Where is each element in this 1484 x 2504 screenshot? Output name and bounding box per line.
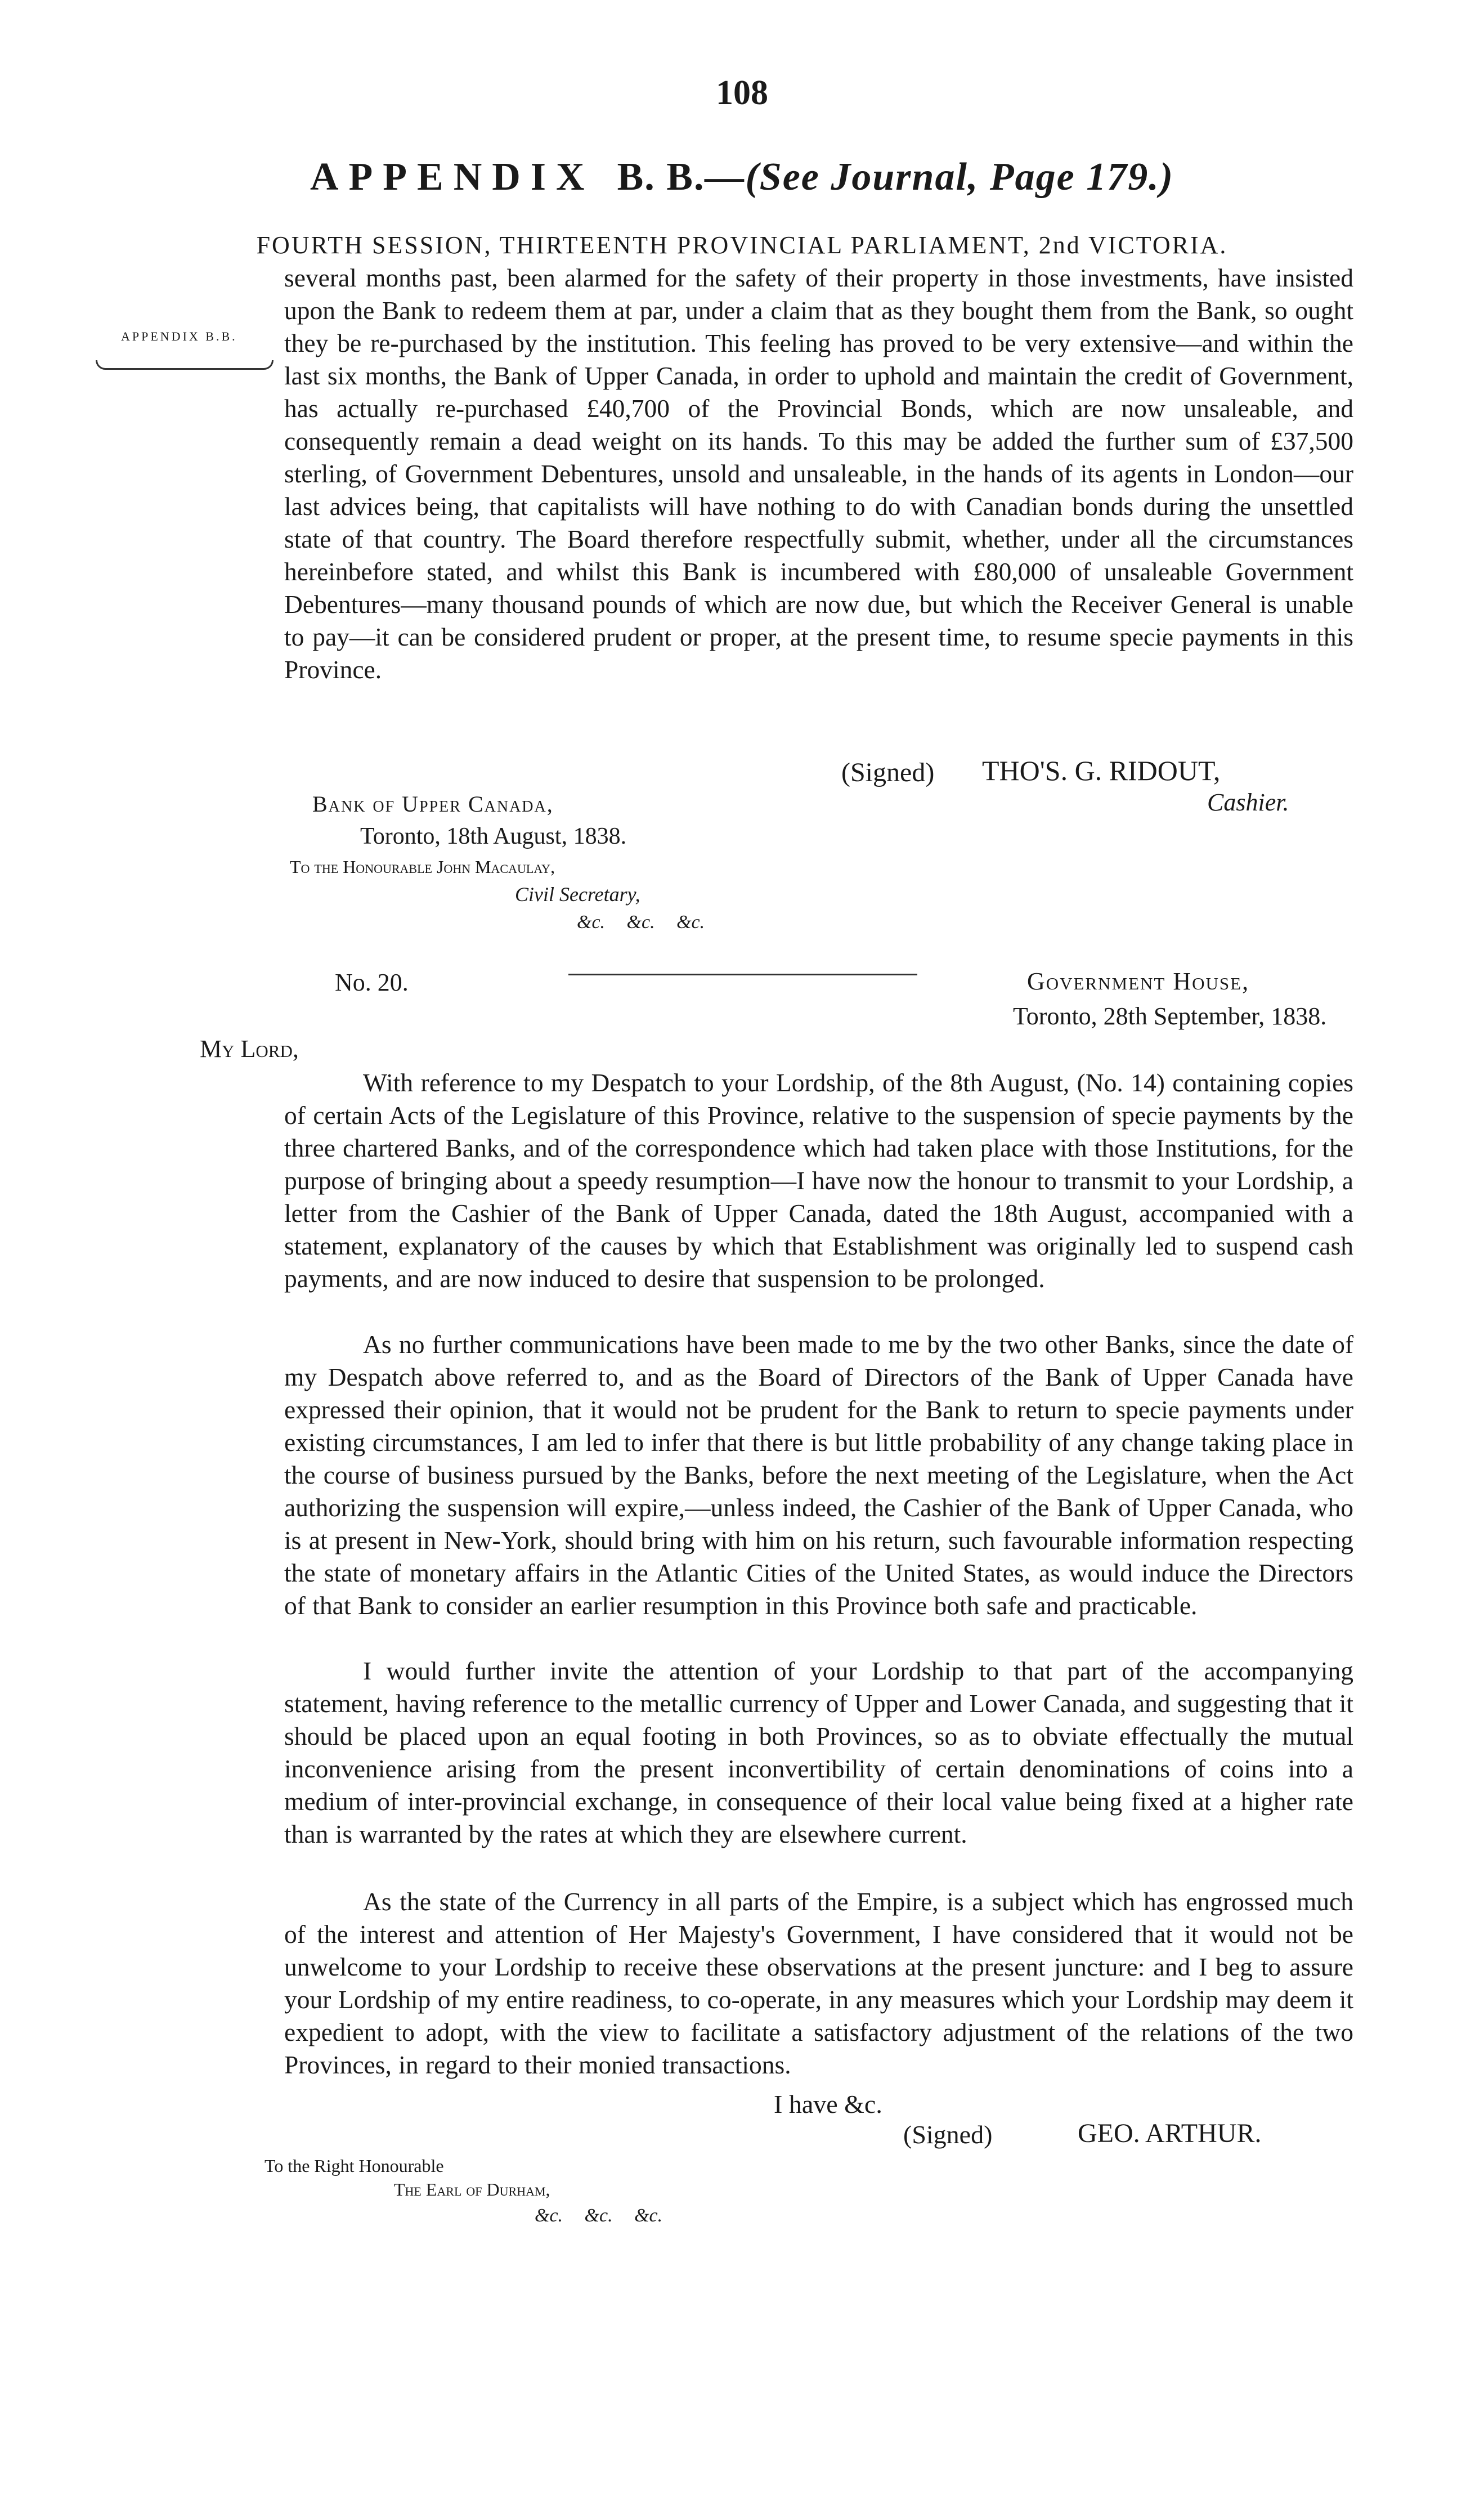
- letter2-paragraph-2: As no further communications have been made to me by the two other Banks, since the date of my Despatch above referred to, and as the Board of Directors of the Bank of Upper Canada have expressed their opinion, that it would not be prudent for the Bank to return to specie payments under existing circumstances, I am led to infer that there is but little probability of any change taking place in the course of business pursued by the Banks, before the next meeting of the Legislature, when the Act authorizing the suspension will expire,—unless indeed, the Cashier of the Bank of Upper Canada, who is at present in New-York, should bring with him on his return, such favourable information respecting the state of monetary affairs in the Atlantic Cities of the United States, as would induce the Directors of that Bank to consider an earlier resumption in this Province both safe and practicable.: [284, 1330, 1353, 1620]
- session-subtitle: FOURTH SESSION, THIRTEENTH PROVINCIAL PARLIAMENT, 2nd VICTORIA.: [256, 231, 1228, 259]
- letter1-addressee: To the Honourable John Macaulay,: [290, 857, 555, 877]
- letter1-signer: THO'S. G. RIDOUT,: [982, 755, 1221, 786]
- margin-bracket: [96, 360, 274, 370]
- letter2-salutation: My Lord,: [200, 1035, 299, 1063]
- letter2-number: No. 20.: [335, 969, 409, 996]
- letter2-addressee-name: The Earl of Durham,: [394, 2179, 550, 2200]
- letter1-body: several months past, been alarmed for the safety of their property in those investments, have insisted upon the Bank to redeem them at par, under a claim that as they bought them from the Bank, so ought they be re-purchased by the institution. This feeling has proved to be very extensive—and within the last six months, the Bank of Upper Canada, in order to uphold and maintain the credit of Government, has actually re-purchased £40,700 of the Provincial Bonds, which are now unsaleable, and consequently remain a dead weight on its hands. To this may be added the further sum of £37,500 sterling, of Government Debentures, unsold and unsaleable, in the hands of its agents in London—our last advices being, that capitalists will have nothing to do with Canadian bonds during the unsettled state of that country. The Board therefore respectfully submit, whether, under all the circumstances hereinbefore stated, and whilst this Bank is incumbered with £80,000 of unsaleable Government Debentures—many thousand pounds of which are now due, but which the Receiver General is unable to pay—it can be considered prudent or proper, at the present time, to resume specie payments in this Province.: [284, 263, 1353, 684]
- page-title: [0, 155, 1484, 200]
- title-see-reference: —(See Journal, Page 179.): [705, 155, 1174, 199]
- page-number: 108: [716, 74, 768, 112]
- letter2-paragraph-3: I would further invite the attention of your Lordship to that part of the accompanying statement, having reference to the metallic currency of Upper and Lower Canada, and suggesting that it should be placed upon an equal footing in both Provinces, so as to obviate effectually the mutual inconvenience arising from the present inconvertibility of certain denominations of coins into a medium of inter-provincial exchange, in consequence of their local value being fixed at a higher rate than is warranted by the rates at which they are elsewhere current.: [284, 1656, 1353, 1848]
- letter2-signed-label: (Signed): [903, 2120, 993, 2149]
- letter2-paragraph-1: With reference to my Despatch to your Lordship, of the 8th August, (No. 14) containing copies of certain Acts of the Legislature of this Province, relative to the suspension of specie payments by the three chartered Banks, and of the correspondence which had taken place with those Institutions, for the purpose of bringing about a speedy resumption—I have now the honour to transmit to your Lordship, a letter from the Cashier of the Bank of Upper Canada, dated the 18th August, accompanied with a statement, explanatory of the causes by which that Establishment was originally led to suspend cash payments, and are now induced to desire that suspension to be prolonged.: [284, 1068, 1353, 1293]
- letter2-paragraph-4: As the state of the Currency in all parts of the Empire, is a subject which has engrossed much of the interest and attention of Her Majesty's Government, I have considered that it would not be unwelcome to your Lordship to receive these observations at the present juncture: and I beg to assure your Lordship of my entire readiness, to co-operate, in any measures which your Lordship may deem it expedient to adopt, with the view to facilitate a satisfactory adjustment of the relations of the two Provinces, in regard to their monied transactions.: [284, 1887, 1353, 2079]
- letter1-date: Toronto, 18th August, 1838.: [360, 823, 627, 849]
- letter1-addressee-title: Civil Secretary,: [515, 883, 640, 906]
- title-bb: B. B.: [617, 155, 705, 199]
- letter2-place: Government House,: [1027, 967, 1250, 995]
- letter1-place: Bank of Upper Canada,: [312, 791, 554, 817]
- title-appendix: APPENDIX: [310, 155, 595, 199]
- margin-note: APPENDIX B.B.: [121, 329, 237, 343]
- letter2-closing: I have &c.: [774, 2090, 882, 2118]
- section-divider: [568, 974, 917, 975]
- letter2-date: Toronto, 28th September, 1838.: [1013, 1002, 1327, 1030]
- letter1-signer-title: Cashier.: [1207, 789, 1289, 816]
- letter1-etc: &c. &c. &c.: [577, 912, 705, 933]
- letter1-signed-label: (Signed): [841, 758, 935, 787]
- letter2-etc: &c. &c. &c.: [535, 2205, 663, 2226]
- letter2-addressee: To the Right Honourable: [264, 2156, 444, 2176]
- letter2-signer: GEO. ARTHUR.: [1078, 2118, 1262, 2148]
